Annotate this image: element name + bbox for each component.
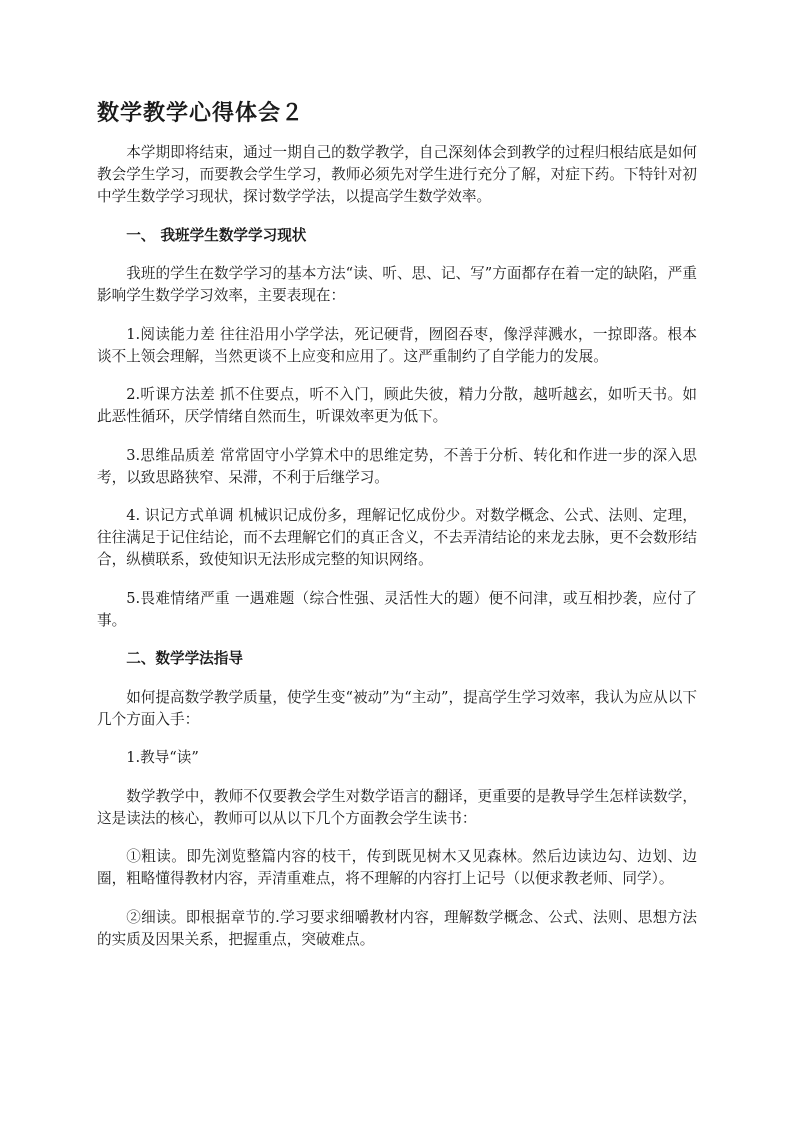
section-heading-1: 一、 我班学生数学学习现状 xyxy=(126,226,307,244)
sub-heading-read: 1.教导“读” xyxy=(126,749,199,766)
list-item-listening: 2.听课方法差 抓不住要点，听不入门，顾此失彼，精力分散，越听越玄，如听天书。如此恶性循环，厌学情绪自然而生，听课效率更为低下。 xyxy=(97,386,697,425)
document-body xyxy=(97,142,697,967)
paragraph-rough-read: ①粗读。即先浏览整篇内容的枝干，传到既见树木又见森林。然后边读边勾、边划、边圈，粗略懂得教材内容，弄清重难点，将不理解的内容打上记号（以便求教老师、同学）。 xyxy=(97,848,697,887)
section-heading-2: 二、数学学法指导 xyxy=(126,650,243,667)
paragraph: 如何提高数学教学质量，使学生变“被动”为“主动”，提高学生学习效率，我认为应从以下几个方面入手： xyxy=(97,688,697,728)
list-item-reading: 1.阅读能力差 往往沿用小学学法，死记硬背，囫囵吞枣，像浮萍溅水，一掠即落。根本谈不上领会理解，当然更谈不上应变和应用了。这严重制约了自学能力的发展。 xyxy=(97,325,697,365)
list-item-thinking: 3.思维品质差 常常固守小学算术中的思维定势，不善于分析、转化和作进一步的深入思考，以致思路狭窄、呆滞，不利于后继学习。 xyxy=(97,446,697,486)
intro-paragraph: 本学期即将结束，通过一期自己的数学教学，自己深刻体会到教学的过程归根结底是如何教会学生学习，而要教会学生学习，教师必须先对学生进行充分了解，对症下药。下特针对初中学生数学学习现状，探讨数学学法，以提高学生数学效率。 xyxy=(97,144,697,205)
paragraph: 我班的学生在数学学习的基本方法“读、听、思、记、写”方面都存在着一定的缺陷，严重影响学生数学学习效率，主要表现在： xyxy=(97,265,697,304)
list-item-fear: 5.畏难情绪严重 一遇难题（综合性强、灵活性大的题）便不问津，或互相抄袭，应付了事。 xyxy=(97,589,697,629)
list-item-memorizing: 4. 识记方式单调 机械识记成份多，理解记忆成份少。对数学概念、公式、法则、定理，往往满足于记住结论，而不去理解它们的真正含义，不去弄清结论的来龙去脉，更不会数形结合，纵横联系，致使知识无法形成完整的知识网络。 xyxy=(97,507,697,568)
paragraph: 数学教学中，教师不仅要教会学生对数学语言的翻译，更重要的是教导学生怎样读数学，这是读法的核心，教师可以从以下几个方面教会学生读书： xyxy=(97,787,697,827)
paragraph-fine-read: ②细读。即根据章节的.学习要求细嚼教材内容，理解数学概念、公式、法则、思想方法的实质及因果关系，把握重点，突破难点。 xyxy=(97,908,697,948)
page-title: 数学教学心得体会２ xyxy=(97,100,305,126)
